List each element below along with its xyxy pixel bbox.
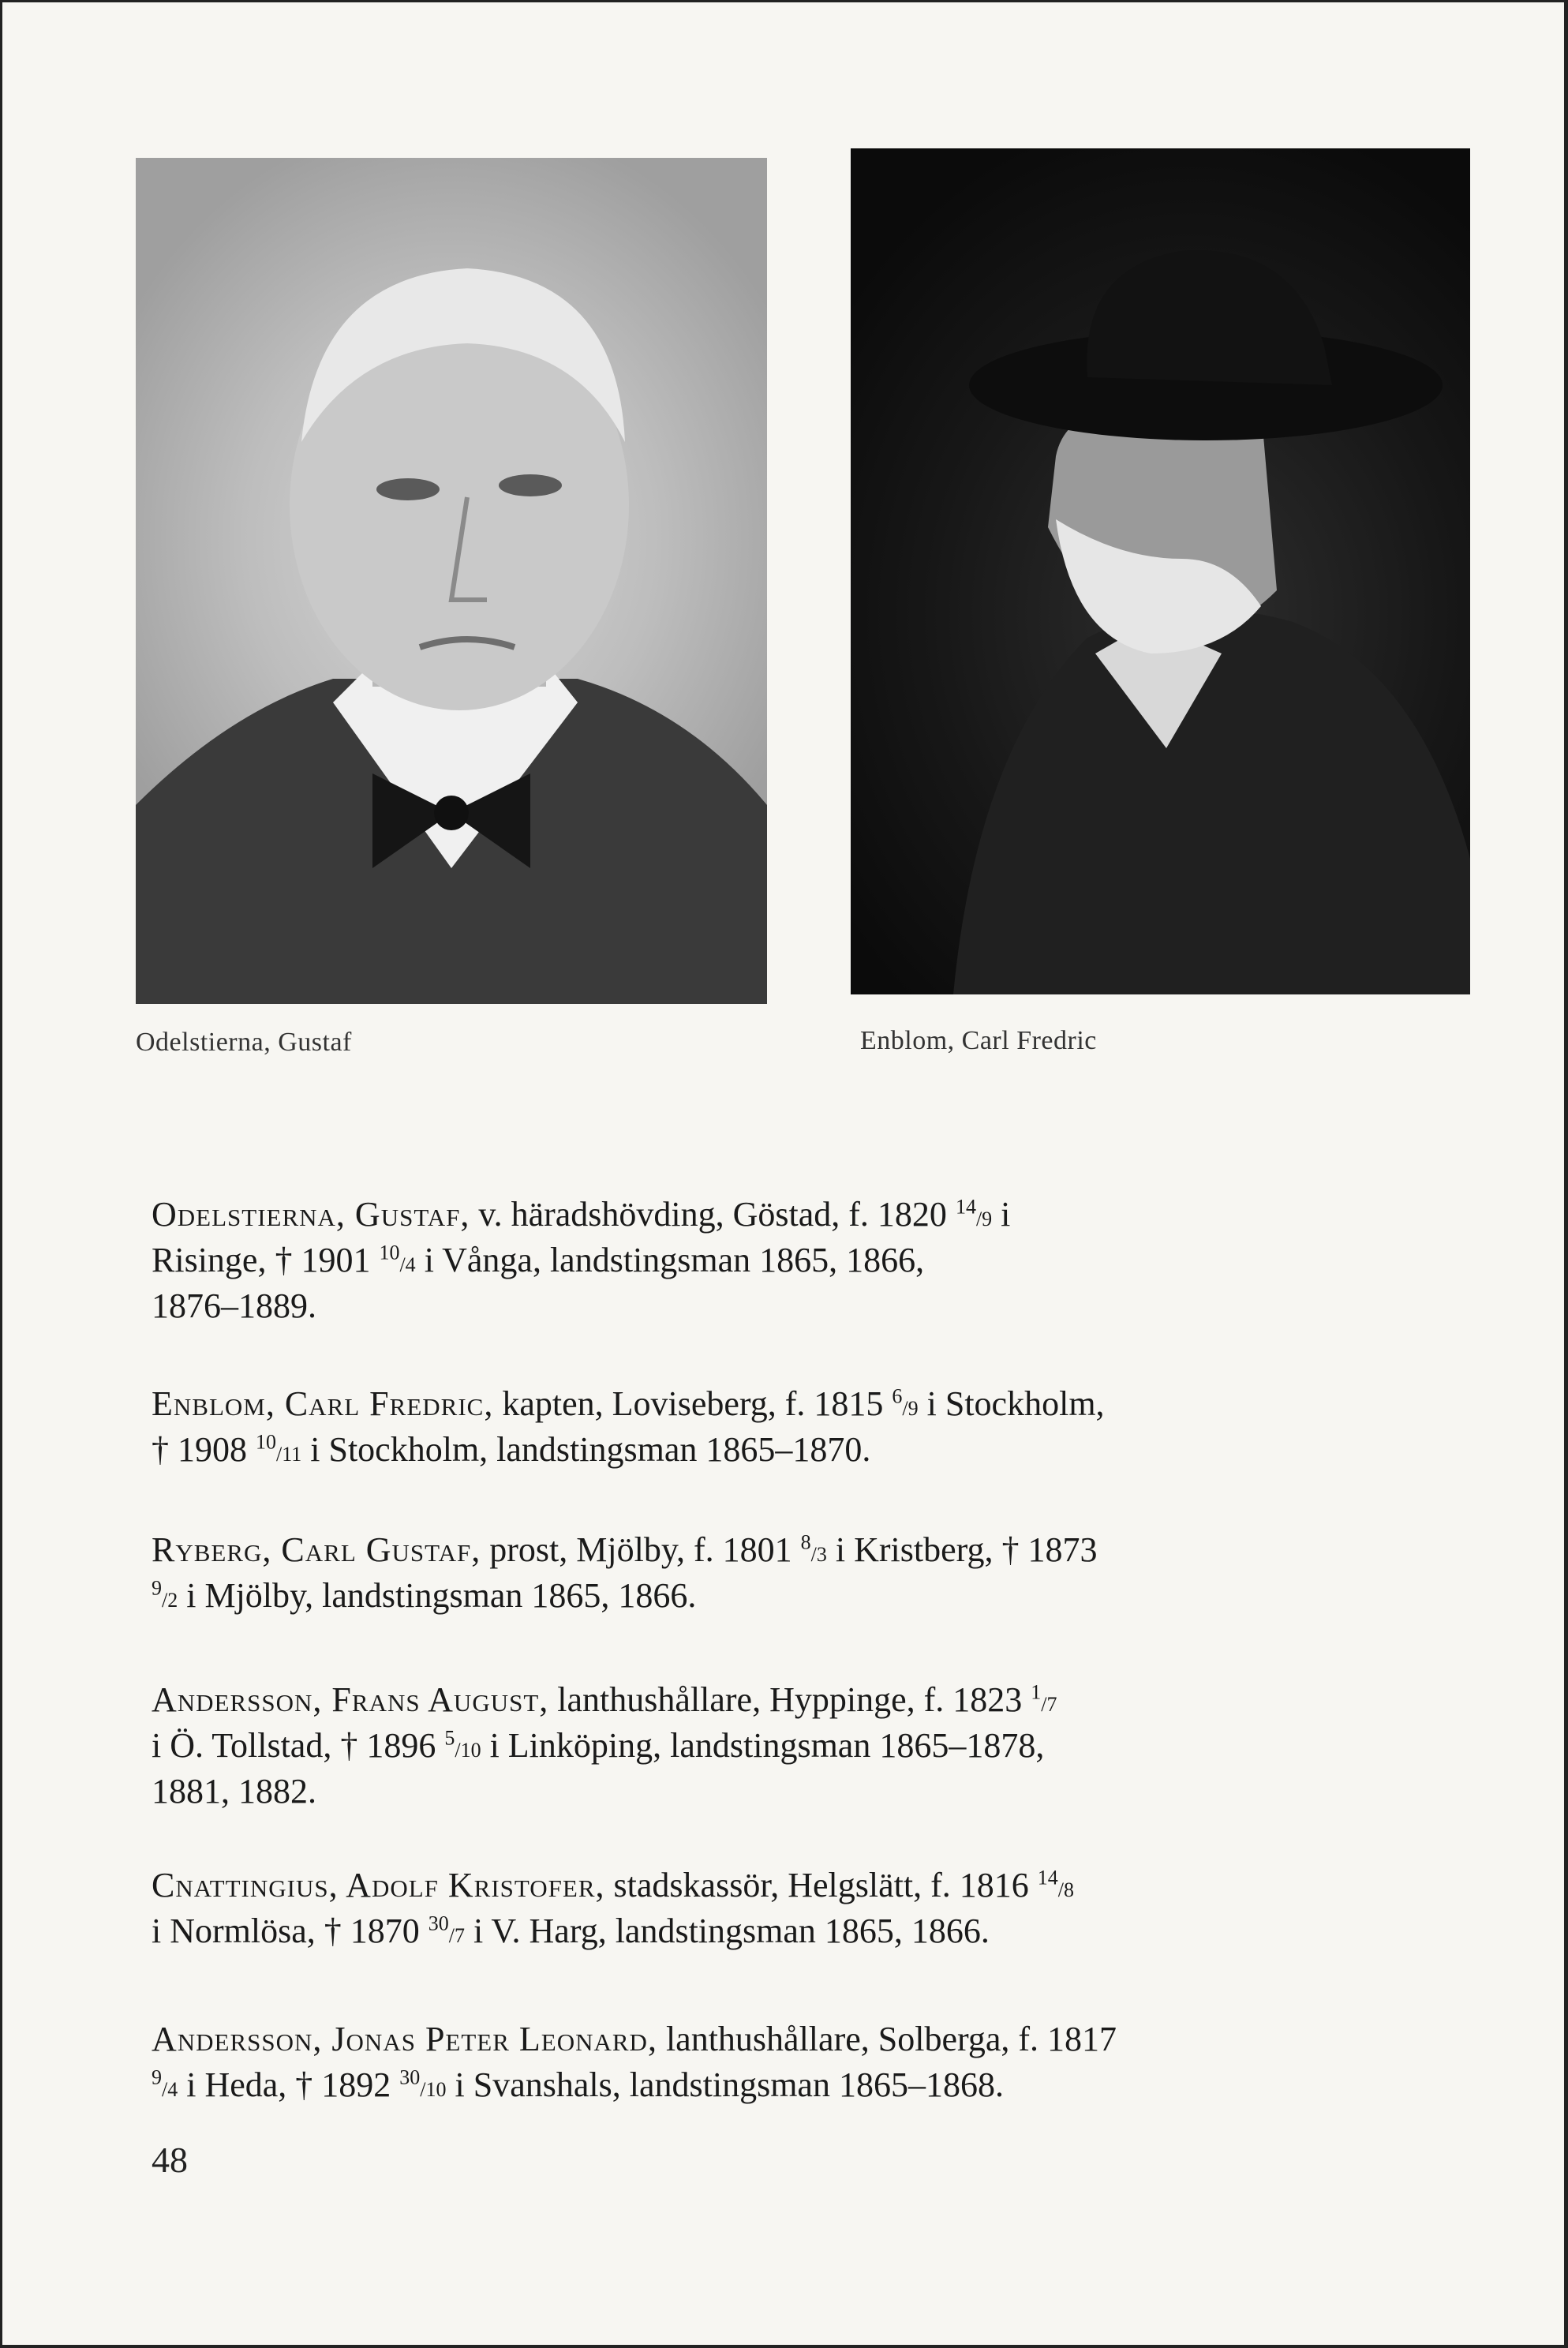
date-sup: 30	[428, 1912, 449, 1935]
date-sup: 30	[399, 2065, 421, 2089]
date-sub: /7	[1041, 1693, 1057, 1716]
date-sub: /4	[162, 2078, 178, 2101]
entry-text: i Linköping, landstingsman 1865–1878,	[481, 1726, 1045, 1765]
date-sup: 10	[379, 1241, 400, 1264]
entry-cnattingius	[152, 1863, 1383, 1954]
date-sup: 5	[444, 1726, 455, 1750]
entry-text: 1876–1889.	[152, 1286, 316, 1325]
entry-text: i Heda, † 1892	[178, 2065, 400, 2104]
entry-name: Odelstierna, Gustaf,	[152, 1195, 470, 1234]
date-sup: 6	[892, 1384, 903, 1408]
entry-text: i Normlösa, † 1870	[152, 1912, 428, 1950]
date-sup: 9	[152, 1576, 162, 1600]
caption-right: Enblom, Carl Fredric	[860, 1026, 1097, 1055]
portrait-photo-enblom	[851, 148, 1470, 994]
date-sub: /10	[455, 1739, 481, 1762]
entry-text: i Stockholm,	[918, 1384, 1105, 1423]
date-sub: /7	[448, 1924, 465, 1947]
entry-andersson-jonas	[152, 2017, 1383, 2108]
entry-name: Ryberg, Carl Gustaf,	[152, 1530, 481, 1569]
date-sub: /8	[1057, 1878, 1074, 1901]
entry-text: i Stockholm, landstingsman 1865–1870.	[301, 1430, 871, 1469]
date-sub: /2	[162, 1589, 178, 1612]
entry-text: † 1908	[152, 1430, 256, 1469]
entry-text: i Kristberg, † 1873	[826, 1530, 1098, 1569]
page-number: 48	[152, 2140, 188, 2180]
date-sub: /11	[276, 1443, 302, 1466]
entry-name: Andersson, Frans August,	[152, 1680, 549, 1719]
entry-text: prost, Mjölby, f. 1801	[481, 1530, 801, 1569]
entry-text: i V. Harg, landstingsman 1865, 1866.	[465, 1912, 990, 1950]
date-sup: 10	[256, 1430, 276, 1454]
date-sub: /9	[975, 1208, 993, 1230]
entry-text: Risinge, † 1901	[152, 1241, 380, 1279]
date-sup: 8	[800, 1530, 811, 1554]
entry-text: lanthushållare, Solberga, f. 1817	[657, 2020, 1117, 2058]
date-sub: /3	[810, 1543, 827, 1566]
entry-text: i Vånga, landstingsman 1865, 1866,	[415, 1241, 925, 1279]
entry-text: i Ö. Tollstad, † 1896	[152, 1726, 445, 1765]
entry-text: stadskassör, Helgslätt, f. 1816	[604, 1866, 1038, 1904]
entry-enblom	[152, 1381, 1383, 1473]
entry-name: Andersson, Jonas Peter Leonard,	[152, 2020, 657, 2058]
entry-text: v. häradshövding, Göstad, f. 1820	[470, 1195, 956, 1234]
entry-name: Cnattingius, Adolf Kristofer,	[152, 1866, 605, 1904]
date-sup: 14	[1037, 1866, 1058, 1889]
date-sub: /9	[902, 1397, 919, 1420]
entry-name: Enblom, Carl Fredric,	[152, 1384, 494, 1423]
entry-andersson-frans	[152, 1677, 1383, 1814]
date-sup: 14	[955, 1195, 976, 1219]
entry-text: 1881, 1882.	[152, 1772, 316, 1811]
caption-left: Odelstierna, Gustaf	[136, 1028, 352, 1057]
entry-ryberg	[152, 1527, 1383, 1619]
date-sub: /10	[420, 2078, 447, 2101]
date-sub: /4	[399, 1253, 416, 1276]
portrait-photo-man-bowtie-icon	[136, 158, 767, 1004]
entry-text: i Mjölby, landstingsman 1865, 1866.	[178, 1576, 697, 1615]
date-sup: 9	[152, 2065, 162, 2089]
portrait-photo-odelstierna	[136, 158, 767, 1004]
entry-text: kapten, Loviseberg, f. 1815	[493, 1384, 893, 1423]
entry-text: i	[992, 1195, 1011, 1234]
entry-odelstierna	[152, 1192, 1383, 1329]
date-sup: 1	[1031, 1680, 1042, 1704]
entry-text: i Svanshals, landstingsman 1865–1868.	[446, 2065, 1004, 2104]
portrait-photo-man-bowler-hat-icon	[851, 148, 1470, 994]
entry-text: lanthushållare, Hyppinge, f. 1823	[548, 1680, 1031, 1719]
